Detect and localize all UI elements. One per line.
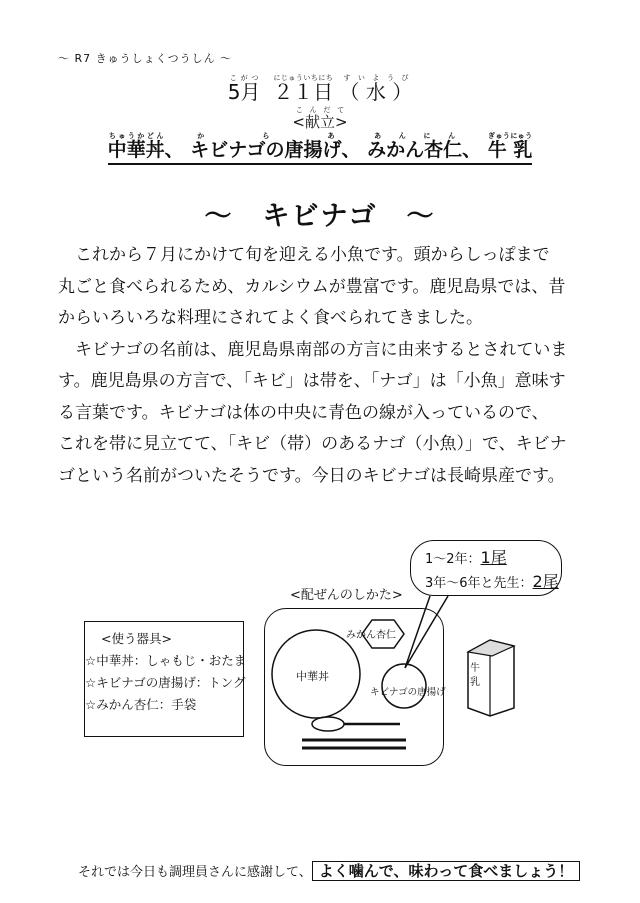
milk-label: 牛 乳 [470, 663, 480, 688]
footer-message: それでは今日も調理員さんに感謝して、 よく噛んで、味わって食べましょう！ [78, 860, 580, 881]
paragraph-line: る言葉です。キビナゴは体の中央に青色の線が入っているので、 [58, 402, 549, 423]
count-grade-3-6: 2尾 [532, 572, 559, 591]
article-title: ～ キビナゴ ～ [204, 201, 436, 232]
paragraph-line: キビナゴの名前は、鹿児島県南部の方言に由来するとされていま [75, 339, 568, 360]
paragraph-line: 丸ごと食べられるため、カルシウムが豊富です。鹿児島県では、昔 [58, 276, 566, 297]
menu-item: 牛 乳 [487, 139, 533, 161]
menu-item: みかん杏仁 [367, 139, 463, 161]
paragraph-line: これから７月にかけて旬を迎える小魚です。頭からしっぽまで [75, 245, 550, 265]
paragraph-line: これを帯に見立てて、「キビ（帯）のあるナゴ（小魚）」で、キビナ [58, 434, 567, 454]
serving-guide-label: <配ぜんのしかた> [290, 588, 403, 603]
paragraph-line: す。鹿児島県の方言で、「キビ」は帯を、「ナゴ」は「小魚」意味す [58, 371, 566, 391]
menu-items: 中華丼ちゅうかどん、 キビナゴの唐揚げからあ、 みかん杏仁あんにん、 牛 乳ぎゅうにゅう [0, 132, 640, 162]
newsletter-series: ～ R7 きゅうしょくつうしん ～ [58, 52, 233, 65]
menu-item: 中華丼 [107, 139, 165, 161]
count-grade-1-2: 1尾 [480, 548, 507, 567]
dish-label-dessert: みかん杏仁 [346, 630, 396, 641]
kondate-label: <献立>こんだて [292, 106, 348, 131]
tool-item: ☆みかん杏仁：手袋 [85, 697, 197, 712]
tool-item: ☆中華丼：しゃもじ・おたま [85, 653, 247, 668]
paragraph-line: からいろいろな料理にされてよく食べられてきました。 [58, 308, 483, 328]
menu-item: キビナゴの唐揚げ [190, 139, 342, 161]
tools-box [84, 621, 247, 737]
menu-date: 5月こがつ ２１日にじゅういちにち （ 水 ）すいようび [227, 74, 413, 104]
dish-label-donburi: 中華丼 [296, 670, 329, 683]
dish-label-karaage: キビナゴの唐揚げ [370, 687, 446, 698]
footer-slogan: よく噛んで、味わって食べましょう！ [312, 861, 581, 881]
tool-item: ☆キビナゴの唐揚げ：トング [85, 675, 246, 690]
paragraph-line: ゴという名前がついたそうです。今日のキビナゴは長崎県産です。 [58, 465, 565, 486]
serving-count-bubble: 1～2年：1尾 3年～6年と先生：2尾 [410, 540, 562, 596]
tools-title: <使う器具> [101, 631, 172, 646]
